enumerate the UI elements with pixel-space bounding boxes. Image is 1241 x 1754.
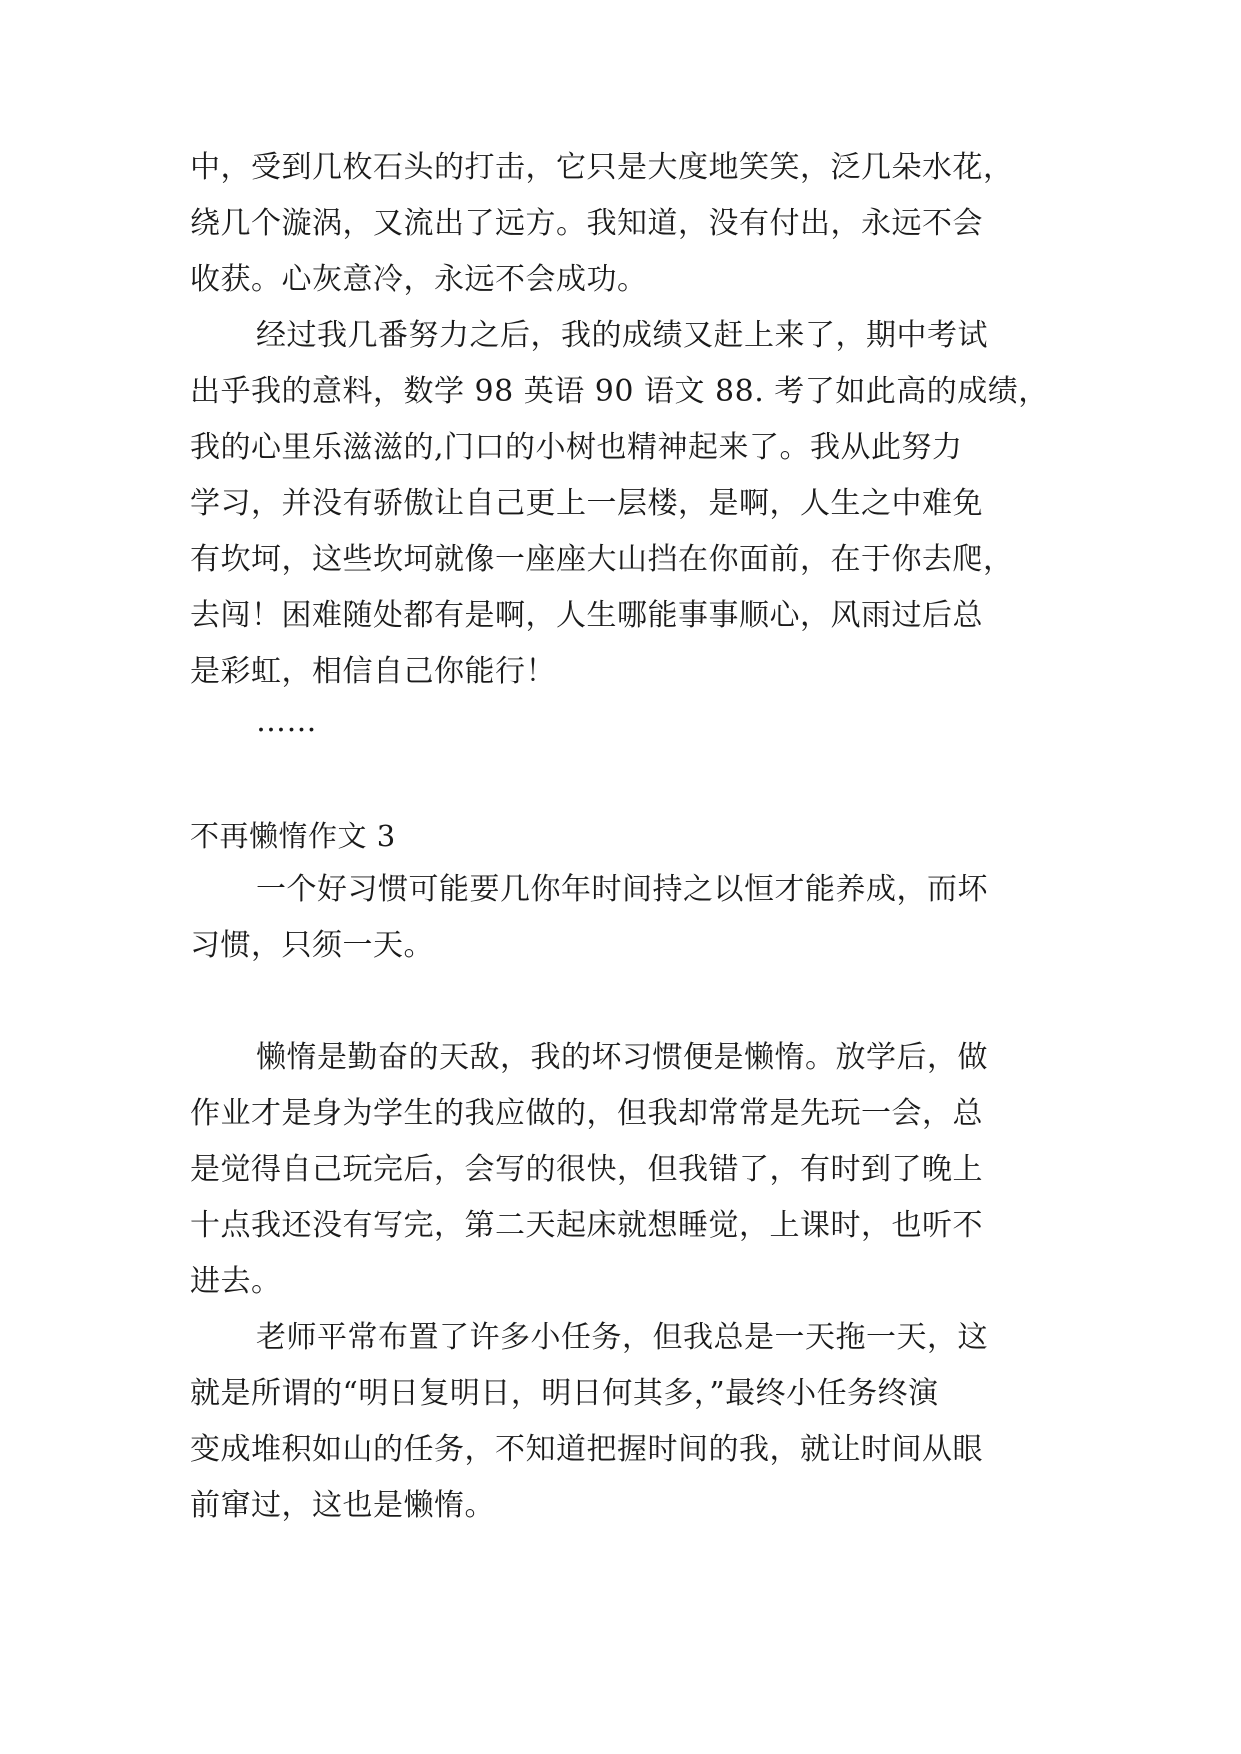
ellipsis: …… <box>256 704 317 739</box>
text-line: 懒惰是勤奋的天敌，我的坏习惯便是懒惰。放学后，做 <box>256 1040 988 1075</box>
text-line: 出乎我的意料，数学 98 英语 90 语文 88. 考了如此高的成绩， <box>190 374 1049 409</box>
text-line: 是觉得自己玩完后，会写的很快，但我错了，有时到了晚上 <box>190 1152 983 1187</box>
text-line: 习惯，只须一天。 <box>190 928 434 963</box>
text-line: 学习，并没有骄傲让自己更上一层楼，是啊，人生之中难免 <box>190 486 983 521</box>
text-line: 经过我几番努力之后，我的成绩又赶上来了，期中考试 <box>256 318 988 353</box>
text-line: 是彩虹，相信自己你能行！ <box>190 654 556 689</box>
text-line: 一个好习惯可能要几你年时间持之以恒才能养成，而坏 <box>256 872 988 907</box>
text-line: 中，受到几枚石头的打击，它只是大度地笑笑，泛几朵水花， <box>190 150 1014 185</box>
text-line: 进去。 <box>190 1264 282 1299</box>
section-title: 不再懒惰作文 3 <box>190 819 396 853</box>
text-line: 十点我还没有写完，第二天起床就想睡觉，上课时，也听不 <box>190 1208 983 1243</box>
text-line: 作业才是身为学生的我应做的，但我却常常是先玩一会，总 <box>190 1096 983 1131</box>
text-line: 变成堆积如山的任务，不知道把握时间的我，就让时间从眼 <box>190 1432 983 1467</box>
text-line: 有坎坷，这些坎坷就像一座座大山挡在你面前，在于你去爬， <box>190 542 1014 577</box>
text-line: 我的心里乐滋滋的,门口的小树也精神起来了。我从此努力 <box>190 430 963 465</box>
text-line: 收获。心灰意冷，永远不会成功。 <box>190 262 648 297</box>
text-line: 去闯！困难随处都有是啊，人生哪能事事顺心，风雨过后总 <box>190 598 983 633</box>
text-line: 绕几个漩涡，又流出了远方。我知道，没有付出，永远不会 <box>190 206 983 241</box>
text-line: 就是所谓的“明日复明日，明日何其多，”最终小任务终演 <box>190 1376 939 1411</box>
text-line: 老师平常布置了许多小任务，但我总是一天拖一天，这 <box>256 1320 988 1355</box>
text-line: 前窜过，这也是懒惰。 <box>190 1488 495 1523</box>
